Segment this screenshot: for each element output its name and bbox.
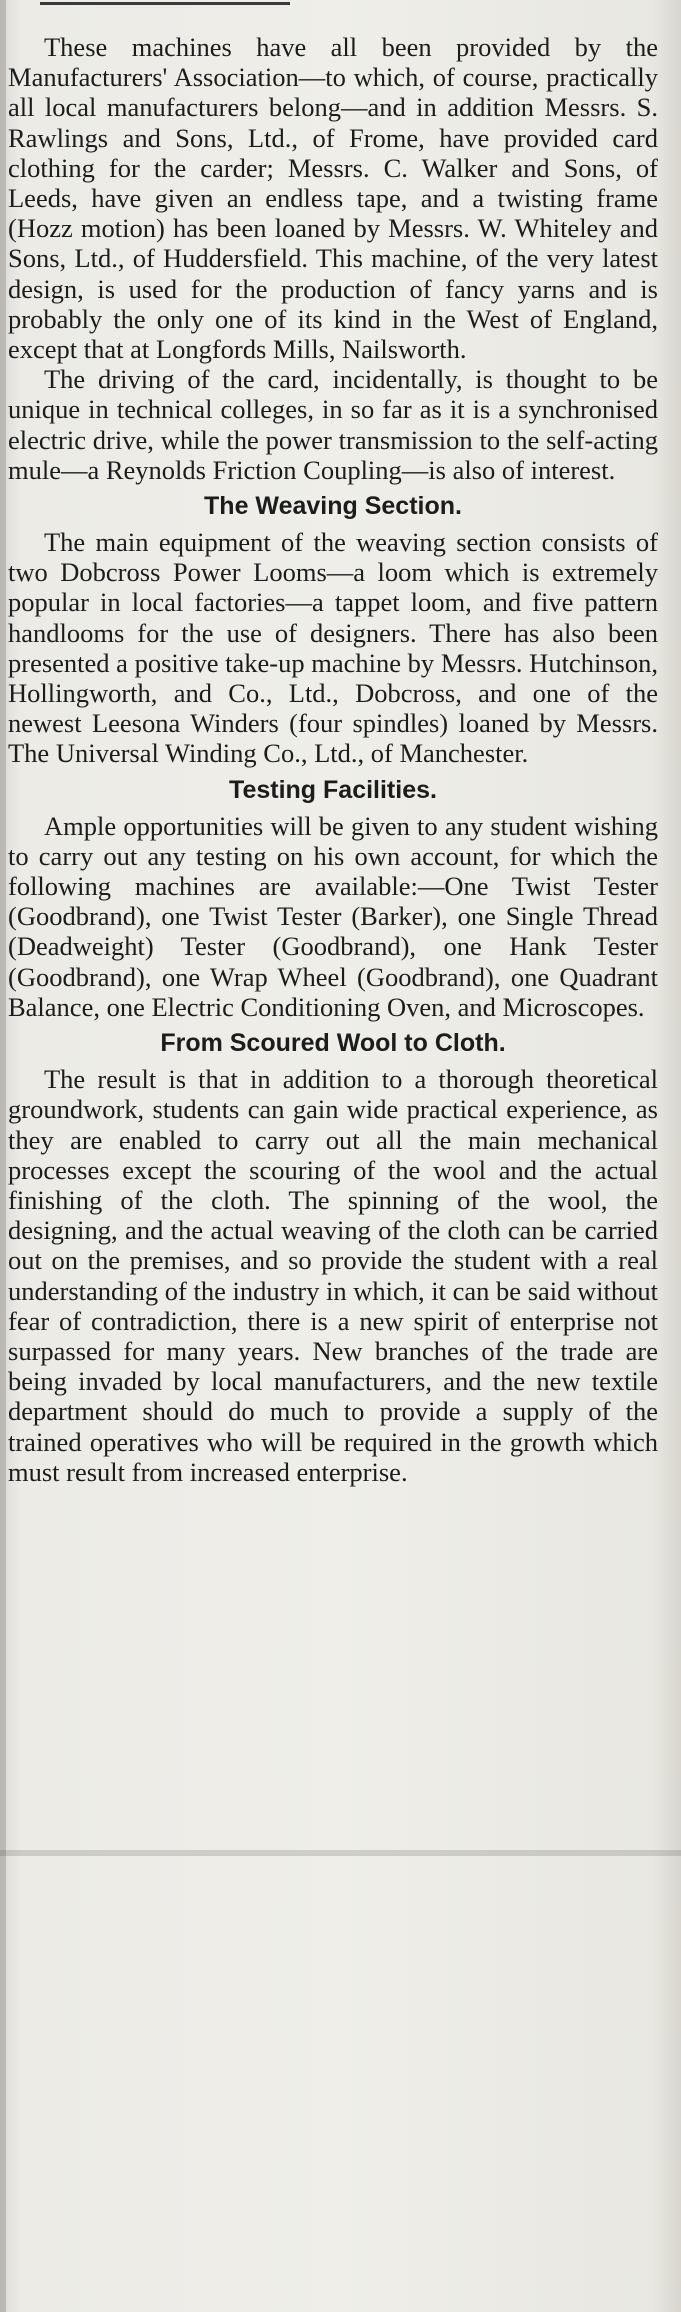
- paragraph-cloth: The result is that in addition to a thorough theoretical groundwork, students can gain wide practical experience, as they are enabled to carry out all the main mechanical processes except the scouring of the wool and the actual finishing of the cloth. The spinning of the wool, the designing, and the actual weaving of the cloth can be carried out on the premises, and so provide the student with a real understanding of the industry in which, it can be said without fear of contradiction, there is a new spirit of enterprise not surpassed for many years. New branches of the trade are being invaded by local manufacturers, and the new textile department should do much to provide a supply of the trained operatives who will be required in the growth which must result from increased enterprise.: [8, 1064, 658, 1487]
- heading-scoured-wool-to-cloth: From Scoured Wool to Cloth.: [160, 1029, 506, 1058]
- fold-crease: [0, 1850, 681, 1856]
- top-rule: [40, 2, 290, 5]
- column-edge-rule: [0, 0, 6, 2312]
- paragraph-card-driving: The driving of the card, incidentally, is thought to be unique in technical colleges, in so far as it is a synchronised electric drive, while the power transmission to the self-acting mule—a Reynolds Friction Coupling—is also of interest.: [8, 364, 658, 485]
- paragraph-weaving: The main equipment of the weaving section consists of two Dobcross Power Looms—a loom which is extremely popular in local factories—a tappet loom, and five pattern handlooms for the use of designers. There has also been presented a positive take-up machine by Messrs. Hutchinson, Hollingworth, and Co., Ltd., Dobcross, and one of the newest Leesona Winders (four spindles) loaned by Messrs. The Universal Winding Co., Ltd., of Manchester.: [8, 527, 658, 769]
- heading-testing-facilities: Testing Facilities.: [229, 775, 437, 804]
- paragraph-machines-provided: These machines have all been provided by the Manufacturers' Association—to which, of course, practically all local manufacturers belong—and in addition Messrs. S. Rawlings and Sons, Ltd., of Frome, have provided card clothing for the carder; Messrs. C. Walker and Sons, of Leeds, have given an endless tape, and a twisting frame (Hozz motion) has been loaned by Messrs. W. Whiteley and Sons, Ltd., of Huddersfield. This machine, of the very latest design, is used for the production of fancy yarns and is probably the only one of its kind in the West of England, except that at Longfords Mills, Nailsworth.: [8, 32, 658, 365]
- paragraph-testing: Ample opportunities will be given to any student wishing to carry out any testing on his own account, for which the following machines are available:—One Twist Tester (Goodbrand), one Twist Tester (Barker), one Single Thread (Deadweight) Tester (Goodbrand), one Hank Tester (Goodbrand), one Wrap Wheel (Goodbrand), one Quadrant Balance, one Electric Conditioning Oven, and Microscopes.: [8, 810, 658, 1022]
- article-body: [8, 32, 658, 1487]
- heading-weaving-section: The Weaving Section.: [204, 492, 462, 521]
